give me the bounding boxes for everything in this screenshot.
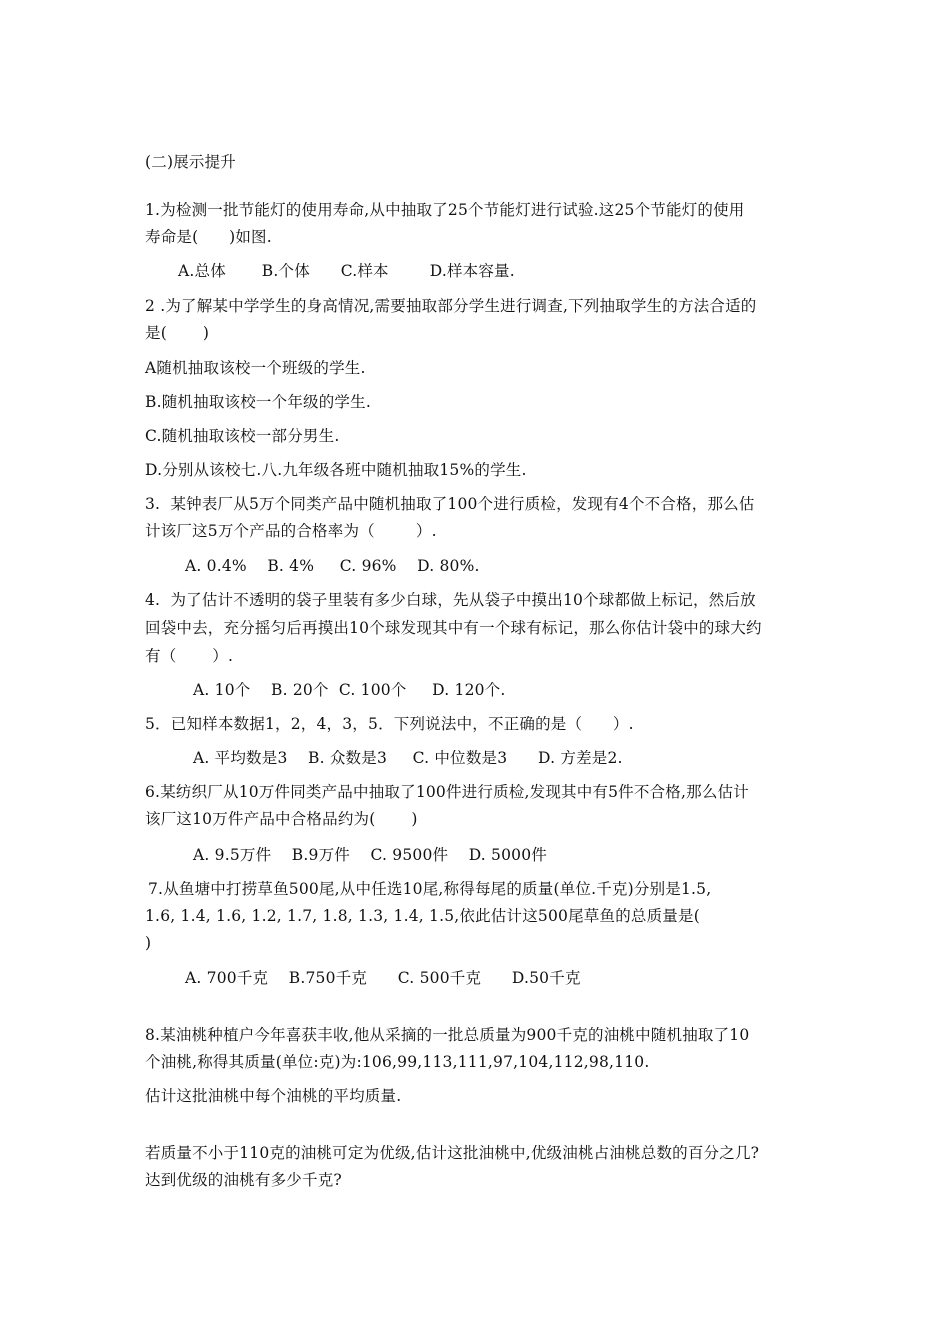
q6-options: A. 9.5万件 B.9万件 C. 9500件 D. 5000件 [193, 846, 547, 864]
q5-text-line1: 5．已知样本数据1，2，4，3，5．下列说法中，不正确的是（ ）. [145, 715, 634, 733]
q8-text-line4: 若质量不小于110克的油桃可定为优级,估计这批油桃中,优级油桃占油桃总数的百分之几? [145, 1144, 760, 1162]
q3-text-line2: 计该厂这5万个产品的合格率为（ ）. [145, 522, 437, 540]
q7-text-line3: ) [145, 934, 152, 952]
q1-text-line2: 寿命是( )如图. [145, 228, 272, 246]
q3-text-line1: 3. 某钟表厂从5万个同类产品中随机抽取了100个进行质检，发现有4个不合格，那么估 [145, 495, 755, 513]
q2-text-line2: 是( ) [145, 324, 210, 342]
q2-option-d: D.分别从该校七.八.九年级各班中随机抽取15%的学生. [145, 461, 527, 479]
q8-text-line3: 估计这批油桃中每个油桃的平均质量. [145, 1087, 402, 1105]
q6-text-line2: 该厂这10万件产品中合格品约为( ) [145, 810, 418, 828]
q4-text-line2: 回袋中去，充分摇匀后再摸出10个球发现其中有一个球有标记，那么你估计袋中的球大约 [145, 619, 762, 637]
q1-options: A.总体 B.个体 C.样本 D.样本容量. [178, 262, 515, 280]
section-title: (二)展示提升 [145, 153, 236, 171]
q5-options: A. 平均数是3 B. 众数是3 C. 中位数是3 D. 方差是2. [193, 749, 623, 767]
q8-text-line1: 8.某油桃种植户今年喜获丰收,他从采摘的一批总质量为900千克的油桃中随机抽取了10 [145, 1026, 750, 1044]
q2-option-b: B.随机抽取该校一个年级的学生. [145, 393, 371, 411]
q2-text-line1: 2 .为了解某中学学生的身高情况,需要抽取部分学生进行调查,下列抽取学生的方法合适的 [145, 297, 757, 315]
q4-options: A. 10个 B. 20个 C. 100个 D. 120个. [193, 681, 506, 699]
q2-option-c: C.随机抽取该校一部分男生. [145, 427, 340, 445]
q2-option-a: A随机抽取该校一个班级的学生. [145, 359, 366, 377]
q4-text-line1: 4. 为了估计不透明的袋子里装有多少白球，先从袋子中摸出10个球都做上标记，然后放 [145, 591, 756, 609]
q1-text-line1: 1.为检测一批节能灯的使用寿命,从中抽取了25个节能灯进行试验.这25个节能灯的使用 [145, 201, 745, 219]
q3-options: A. 0.4% B. 4% C. 96% D. 80%. [185, 557, 480, 575]
q7-text-line2: 1.6, 1.4, 1.6, 1.2, 1.7, 1.8, 1.3, 1.4, 1.5,依此估计这500尾草鱼的总质量是( [145, 907, 700, 925]
q7-options: A. 700千克 B.750千克 C. 500千克 D.50千克 [185, 969, 581, 987]
q8-text-line5: 达到优级的油桃有多少千克? [145, 1171, 342, 1189]
q4-text-line3: 有（ ）. [145, 647, 234, 665]
q6-text-line1: 6.某纺织厂从10万件同类产品中抽取了100件进行质检,发现其中有5件不合格,那么估计 [145, 783, 749, 801]
q7-text-line1: 7.从鱼塘中打捞草鱼500尾,从中任选10尾,称得每尾的质量(单位.千克)分别是1.5, [148, 880, 712, 898]
q8-text-line2: 个油桃,称得其质量(单位:克)为:106,99,113,111,97,104,112,98,110. [145, 1053, 650, 1071]
